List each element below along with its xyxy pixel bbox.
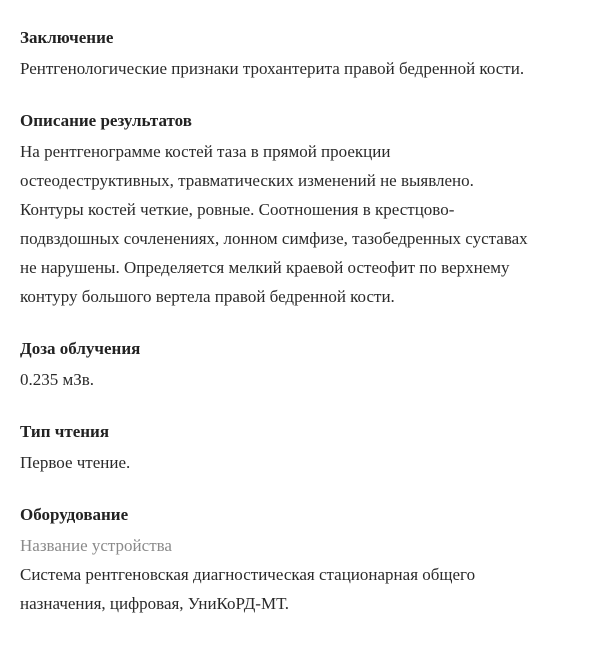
description-line: подвздошных сочленениях, лонном симфизе, тазобедренных суставах — [20, 229, 528, 248]
reading-type-section — [20, 420, 580, 477]
dose-section — [20, 337, 580, 394]
dose-heading: Доза облучения — [20, 339, 141, 358]
device-name-label: Название устройства — [20, 536, 172, 555]
conclusion-section — [20, 26, 580, 83]
description-line: Контуры костей четкие, ровные. Соотношения в крестцово- — [20, 200, 455, 219]
dose-line: 0.235 мЗв. — [20, 370, 95, 389]
description-line: контуру большого вертела правой бедренной кости. — [20, 287, 395, 306]
equipment-heading: Оборудование — [20, 505, 129, 524]
description-section — [20, 109, 580, 311]
conclusion-text — [20, 54, 580, 83]
description-line: не нарушены. Определяется мелкий краевой остеофит по верхнему — [20, 258, 510, 277]
conclusion-heading: Заключение — [20, 28, 114, 47]
dose-value — [20, 365, 580, 394]
description-text — [20, 137, 580, 311]
reading-type-line: Первое чтение. — [20, 453, 131, 472]
description-heading: Описание результатов — [20, 111, 192, 130]
conclusion-line: Рентгенологические признаки трохантерита правой бедренной кости. — [20, 59, 525, 78]
description-line: остеодеструктивных, травматических изменений не выявлено. — [20, 171, 474, 190]
equipment-line: назначения, цифровая, УниКоРД-МТ. — [20, 594, 290, 613]
description-line: На рентгенограмме костей таза в прямой проекции — [20, 142, 391, 161]
equipment-text — [20, 560, 580, 618]
equipment-section — [20, 503, 580, 618]
equipment-line: Система рентгеновская диагностическая стационарная общего — [20, 565, 476, 584]
reading-type-heading: Тип чтения — [20, 422, 110, 441]
reading-type-value — [20, 448, 580, 477]
